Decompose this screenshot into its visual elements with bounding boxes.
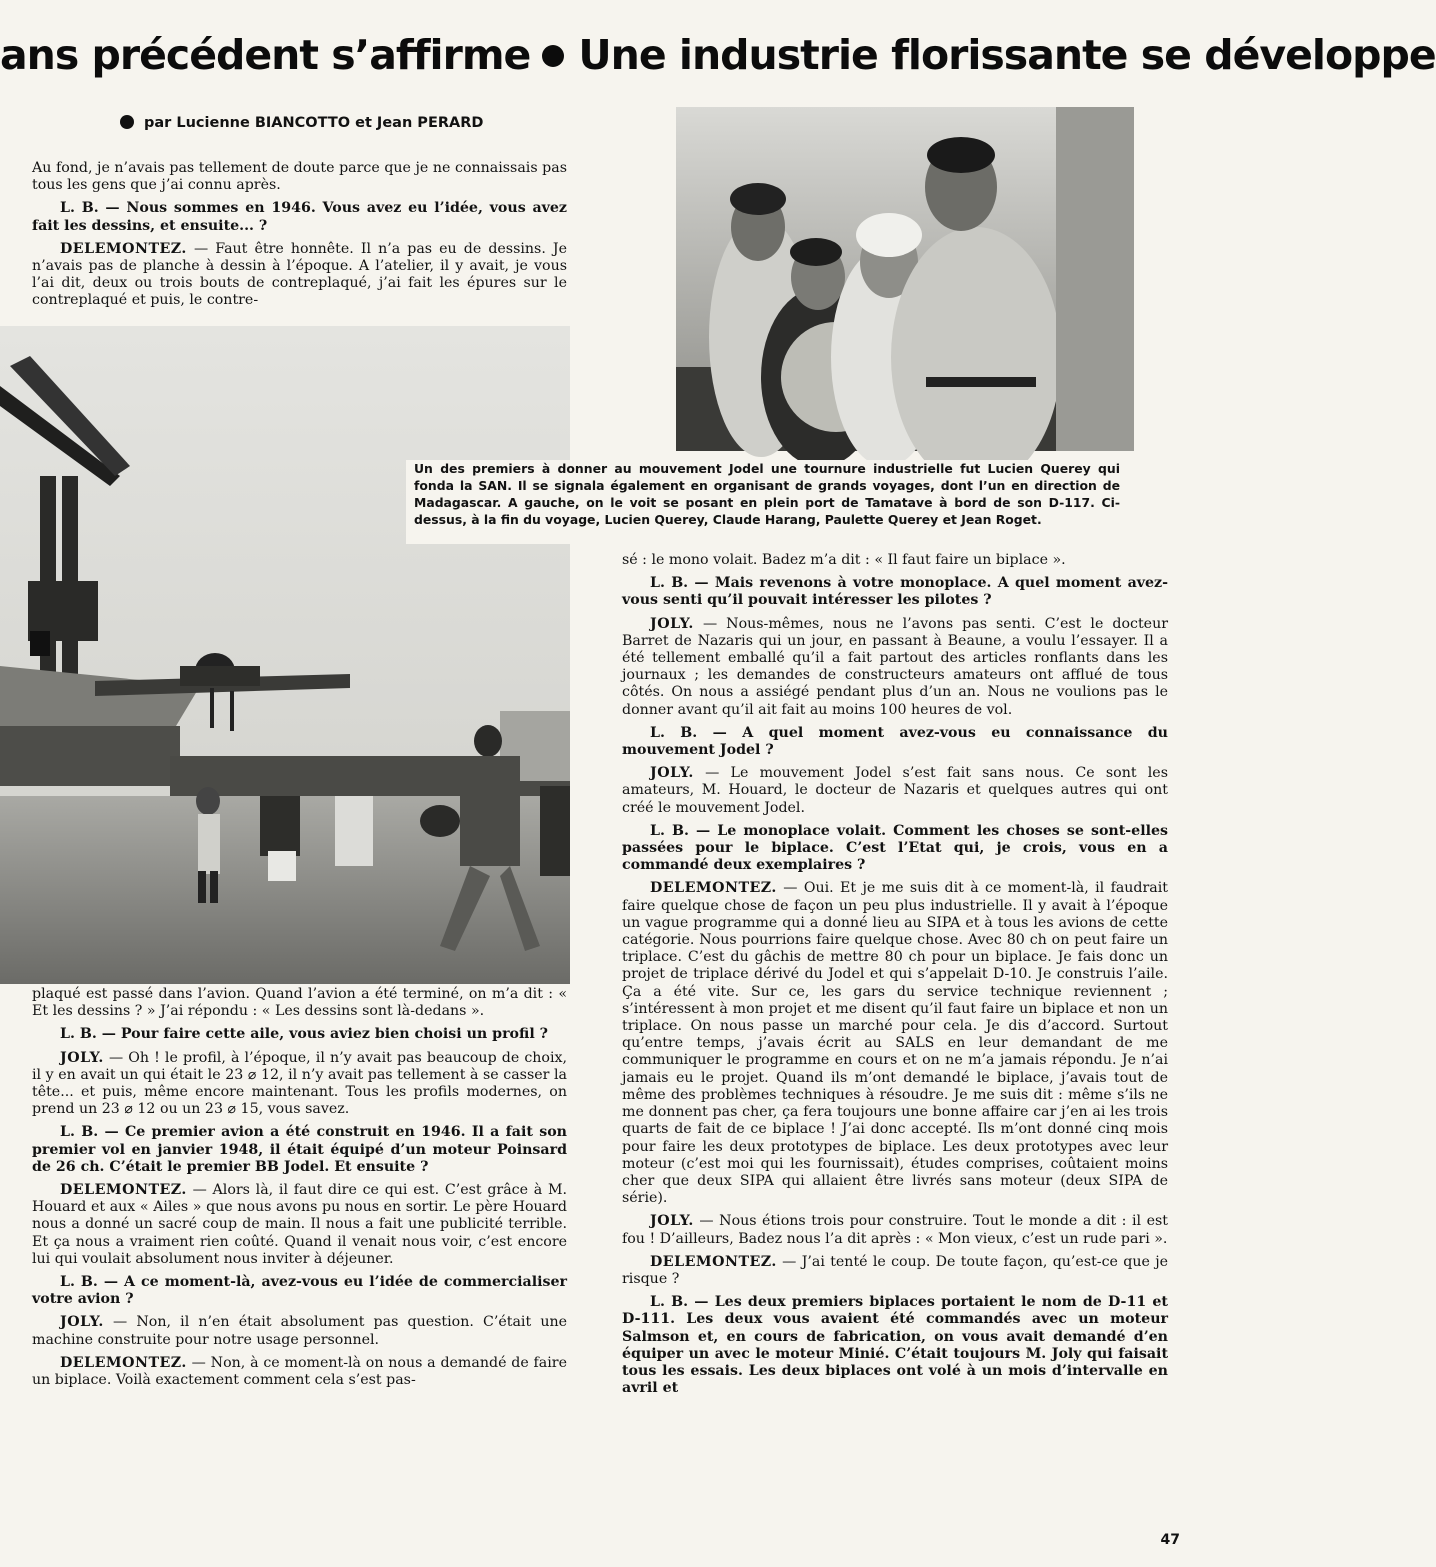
text-paragraph [32, 986, 567, 1020]
paragraph-text: — Le mouvement Jodel s’est fait sans nous. Ce sont les amateurs, M. Houard, le docteur de Nazaris et quelques autres qui ont créé le mouvement Jodel. [622, 765, 1168, 816]
group-portrait-image [676, 107, 1134, 451]
bullet-icon [120, 115, 134, 129]
speaker-name: JOLY. [60, 1049, 104, 1066]
text-paragraph [622, 765, 1168, 817]
question-paragraph [32, 1026, 567, 1043]
text-paragraph [622, 616, 1168, 719]
paragraph-text: — Alors là, il faut dire ce qui est. C’est grâce à M. Houard et aux « Ailes » que nous avons pu nous en sortir. Le père Houard nous a donné un sacré coup de main. Il nous a fait une publicité terrible. Et ça nous a vraiment rien coûté. Quand il venait nous voir, c’est encore lui qui voulait absolument nous inviter à déjeuner. [32, 1182, 567, 1267]
paragraph-text: — Nous-mêmes, nous ne l’avons pas senti. C’est le docteur Barret de Nazaris qui un jour, en passant à Beaune, a voulu l’essayer. Il a été tellement emballé qu’il a fait partout des articles ronflants dans les journaux ; les demandes de constructeurs amateurs ont afflué de tous côtés. On nous a assiégé pendant plus d’un an. Nous ne voulions pas le donner avant qu’il ait fait au moins 100 heures de vol. [622, 615, 1168, 718]
text-paragraph [622, 880, 1168, 1207]
paragraph-text: plaqué est passé dans l’avion. Quand l’avion a été terminé, on m’a dit : « Et les dessins ? » J’ai répondu : « Les dessins sont là-dedans ». [32, 986, 567, 1020]
text-paragraph [32, 1050, 567, 1119]
question-paragraph [622, 823, 1168, 875]
port-photo [0, 326, 570, 984]
port-landing-image [0, 326, 570, 984]
question-paragraph [622, 575, 1168, 609]
article-column-right [622, 552, 1168, 1527]
paragraph-text: — Nous étions trois pour construire. Tout le monde a dit : il est fou ! D’ailleurs, Badez nous l’a dit après : « Mon vieux, c’est un rude pari ». [622, 1213, 1168, 1247]
text-paragraph [622, 1213, 1168, 1247]
photo-caption: Un des premiers à donner au mouvement Jodel une tournure industrielle fut Lucien Querey qui fonda la SAN. Il se signala également en organisant de grands voyages, dont l’un en direction de Madagascar. A gauche, on le voit se posant en plein port de Tamatave à bord de son D-117. Ci-dessus, à la fin du voyage, Lucien Querey, Claude Harang, Paulette Querey et Jean Roget. [406, 460, 1128, 544]
question-paragraph [32, 1124, 567, 1176]
question-paragraph [32, 200, 567, 234]
question-paragraph [622, 725, 1168, 759]
text-paragraph [32, 160, 567, 194]
text-paragraph [622, 552, 1168, 569]
paragraph-text: L. B. — Le monoplace volait. Comment les choses se sont-elles passées pour le biplace. C’est l’Etat qui, je crois, vous en a commandé deux exemplaires ? [622, 822, 1168, 874]
article-column-top [32, 160, 567, 324]
paragraph-text: — Oui. Et je me suis dit à ce moment-là, il faudrait faire quelque chose de façon un peu plus industrielle. Il y avait à l’époque un vague programme qui a donné lieu au SIPA et à tous les avions de cette catégorie. Nous pourrions faire quelque chose. Avec 80 ch on peut faire un triplace. C’est du gâchis de mettre 80 ch pour un biplace. Je fais donc un projet de triplace dérivé du Jodel et qui s’appelait D-10. Je construis l’aile. Ça a été vite. Sur ce, les gars du service technique reviennent ; s’intéressent à mon projet et me disent qu’il faut faire un biplace et non un triplace. On nous passe un marché pour cela. Je dis d’accord. Surtout qu’entre temps, j’avais écrit au SALS en leur demandant de me communiquer le programme en cours et on ne m’a jamais répondu. Je n’ai jamais eu le projet. Quand ils m’ont demandé le biplace, j’avais tout de même des problèmes techniques à résoudre. Je me suis dit : même s’ils ne me donnent pas cher, ça fera toujours une bonne affaire car j’en ai les trois quarts de fait de ce biplace ! J’ai donc accepté. Ils m’ont donné cinq mois pour faire les deux prototypes de biplace. Les deux prototypes avec leur moteur (c’est moi qui les fournissait), études comprises, coûtaient moins cher que deux SIPA qui allaient être livrés sans moteur (deux SIPA de série). [622, 880, 1168, 1207]
paragraph-text: L. B. — A ce moment-là, avez-vous eu l’idée de commercialiser votre avion ? [32, 1274, 567, 1308]
text-paragraph [622, 1254, 1168, 1288]
headline-left: ans précédent s’affirme [0, 31, 531, 79]
text-paragraph [32, 1182, 567, 1268]
paragraph-text: — Faut être honnête. Il n’a pas eu de dessins. Je n’avais pas de planche à dessin à l’époque. A l’atelier, il y avait, je vous l’ai dit, deux ou trois bouts de contreplaqué, j’ai fait les épures sur le contreplaqué et puis, le contre- [32, 240, 567, 309]
speaker-name: JOLY. [650, 765, 694, 782]
page-number: 47 [1160, 1532, 1180, 1548]
speaker-name: DELEMONTEZ. [60, 1182, 187, 1199]
paragraph-text: Au fond, je n’avais pas tellement de doute parce que je ne connaissais pas tous les gens que j’ai connu après. [32, 160, 567, 194]
byline-text: par Lucienne BIANCOTTO et Jean PERARD [144, 115, 484, 131]
speaker-name: JOLY. [650, 615, 694, 632]
text-paragraph [32, 1355, 567, 1389]
paragraph-text: sé : le mono volait. Badez m’a dit : « Il faut faire un biplace ». [622, 552, 1066, 568]
speaker-name: DELEMONTEZ. [650, 880, 777, 897]
paragraph-text: — Oh ! le profil, à l’époque, il n’y avait pas beaucoup de choix, il y en avait un qui était le 23 ⌀ 12, il n’y avait pas tellement à se casser la tête... et puis, même encore maintenant. Tous les profils modernes, on prend un 23 ⌀ 12 ou un 23 ⌀ 15, vous savez. [32, 1049, 567, 1118]
paragraph-text: L. B. — Mais revenons à votre monoplace. A quel moment avez-vous senti qu’il pouvait intéresser les pilotes ? [622, 575, 1168, 609]
paragraph-text: L. B. — Les deux premiers biplaces portaient le nom de D-11 et D-111. Les deux vous avaient été commandés avec un moteur Salmson et, en cours de fabrication, on vous avait demandé d’en équiper un avec le moteur Minié. C’était toujours M. Joly qui faisait tous les essais. Les deux biplaces ont volé à un mois d’intervalle en avril et [622, 1294, 1168, 1397]
paragraph-text: L. B. — Ce premier avion a été construit en 1946. Il a fait son premier vol en janvier 1948, il était équipé d’un moteur Poinsard de 26 ch. C’était le premier BB Jodel. Et ensuite ? [32, 1124, 567, 1175]
group-photo [676, 107, 1134, 451]
paragraph-text: L. B. — Nous sommes en 1946. Vous avez eu l’idée, vous avez fait les dessins, et ensuite... ? [32, 200, 567, 234]
speaker-name: DELEMONTEZ. [650, 1253, 777, 1270]
byline [120, 110, 570, 136]
text-paragraph [32, 241, 567, 310]
text-paragraph [32, 1314, 567, 1348]
article-column-left [32, 986, 567, 1526]
paragraph-text: — J’ai tenté le coup. De toute façon, qu’est-ce que je risque ? [622, 1253, 1168, 1287]
paragraph-text: L. B. — A quel moment avez-vous eu connaissance du mouvement Jodel ? [622, 724, 1168, 759]
paragraph-text: — Non, à ce moment-là on nous a demandé de faire un biplace. Voilà exactement comment cela s’est pas- [32, 1354, 567, 1389]
paragraph-text: — Non, il n’en était absolument pas question. C’était une machine construite pour notre usage personnel. [32, 1314, 567, 1348]
headline-right: Une industrie florissante se développe [578, 31, 1436, 79]
paragraph-text: L. B. — Pour faire cette aile, vous aviez bien choisi un profil ? [60, 1026, 548, 1043]
question-paragraph [622, 1294, 1168, 1397]
speaker-name: JOLY. [650, 1213, 694, 1230]
bullet-icon [542, 45, 564, 67]
speaker-name: DELEMONTEZ. [60, 240, 187, 257]
headline [0, 20, 1436, 90]
speaker-name: JOLY. [60, 1314, 104, 1331]
question-paragraph [32, 1274, 567, 1308]
speaker-name: DELEMONTEZ. [60, 1354, 187, 1371]
